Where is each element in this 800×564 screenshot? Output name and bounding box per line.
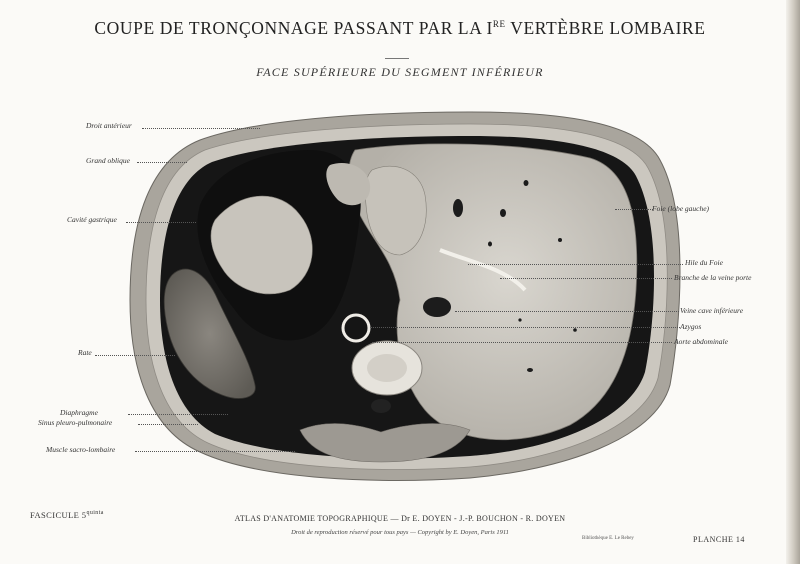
library-stamp: Bibliothèque E. Le Rebey	[582, 536, 634, 541]
leader-line	[372, 342, 672, 343]
leader-line	[500, 278, 672, 279]
leader-line	[95, 355, 175, 356]
leader-line	[455, 311, 679, 312]
label-grand-oblique: Grand oblique	[86, 156, 130, 165]
label-hile-du-foie: Hile du Foie	[685, 258, 723, 267]
label-cavite-gastrique: Cavité gastrique	[67, 215, 117, 224]
label-droit-anterieur: Droit antérieur	[86, 121, 132, 130]
plate-number: PLANCHE 14	[693, 535, 745, 544]
label-azygos: Azygos	[680, 322, 702, 331]
label-aorte-abdominale: Aorte abdominale	[674, 337, 728, 346]
label-rate: Rate	[78, 348, 92, 357]
aorta	[343, 315, 369, 341]
leader-line	[468, 264, 683, 265]
label-foie-lobe-gauche: Foie (lobe gauche)	[652, 204, 710, 213]
leader-line	[126, 222, 196, 223]
label-veine-cave-inferieure: Veine cave inférieure	[680, 306, 744, 315]
fascicule-number: FASCICULE $5^{quinta}$	[30, 510, 104, 520]
leader-line	[142, 128, 260, 129]
leader-line	[370, 327, 680, 328]
copyright-line: Droit de reproduction réservé pour tous pays — Copyright by E. Doyen, Paris 1911	[291, 529, 509, 536]
leader-line	[138, 424, 198, 425]
page-edge-shadow	[786, 0, 800, 564]
plate-title: COUPE DE TRONÇONNAGE PASSANT PAR LA IRE VERTÈBRE LOMBAIRE	[94, 18, 706, 38]
leader-line	[135, 451, 295, 452]
leader-line	[615, 209, 653, 210]
plate-subtitle: FACE SUPÉRIEURE DU SEGMENT INFÉRIEUR	[256, 65, 544, 79]
label-muscle-sacro-lombaire: Muscle sacro-lombaire	[46, 445, 116, 454]
label-branche-veine-porte: Branche de la veine porte	[674, 273, 752, 282]
label-sinus-pleuro-pulmonaire: Sinus pleuro-pulmonaire	[38, 418, 113, 427]
leader-line	[128, 414, 228, 415]
leader-line	[137, 162, 187, 163]
label-diaphragme: Diaphragme	[60, 408, 98, 417]
atlas-credit: ATLAS D'ANATOMIE TOPOGRAPHIQUE — Dr E. DOYEN - J.-P. BOUCHON - R. DOYEN	[234, 514, 566, 523]
spinal-canal	[371, 399, 391, 413]
